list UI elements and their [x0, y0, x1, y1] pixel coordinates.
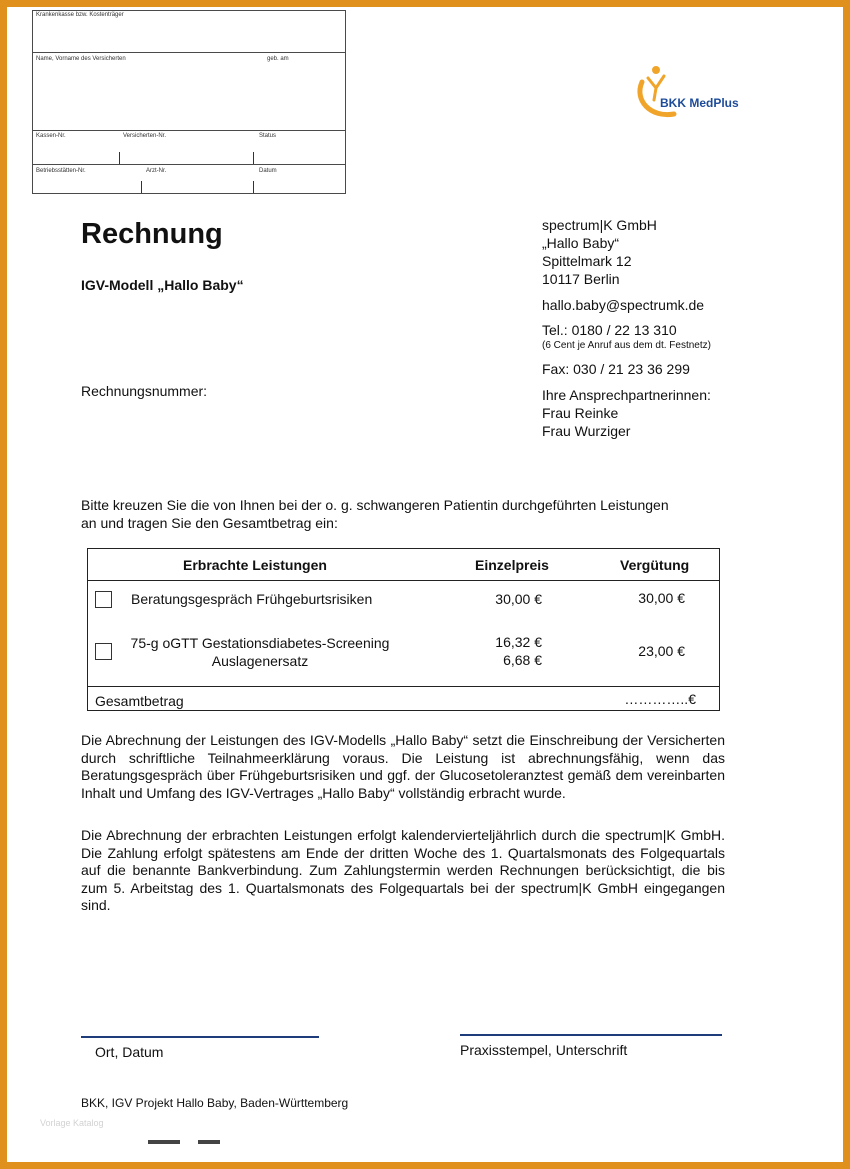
service-price-2: 16,32 €: [495, 634, 542, 650]
address-phone-note: (6 Cent je Anruf aus dem dt. Festnetz): [542, 340, 711, 351]
address-fax: Fax: 030 / 21 23 36 299: [542, 361, 690, 377]
address-phone: Tel.: 0180 / 22 13 310: [542, 322, 677, 338]
intro-text: [81, 496, 726, 532]
address-street: Spittelmark 12: [542, 253, 632, 269]
service-name-2: 75-g oGTT Gestationsdiabetes-Screening: [130, 635, 390, 651]
address-city: 10117 Berlin: [542, 271, 620, 287]
intro-line-1: Bitte kreuzen Sie die von Ihnen bei der o. g. schwangeren Patientin durchgeführten Leistungen: [81, 497, 669, 513]
bkk-person-swirl-icon: [632, 60, 762, 120]
form-row-krankenkasse: [33, 11, 345, 53]
table-header-services: Erbrachte Leistungen: [183, 557, 327, 573]
footer-text: BKK, IGV Projekt Hallo Baby, Baden-Württemberg: [81, 1096, 349, 1110]
watermark: Vorlage Katalog: [40, 1118, 104, 1128]
form-divider-tick: [141, 181, 142, 193]
form-label-datum: Datum: [259, 168, 277, 174]
form-label-name: Name, Vorname des Versicherten: [36, 56, 126, 62]
table-total-divider: [88, 686, 719, 687]
form-row-betrieb: [33, 165, 345, 195]
signature-line-right: [460, 1034, 722, 1036]
table-header-payment: Vergütung: [620, 557, 690, 573]
service-name-1: Beratungsgespräch Frühgeburtsrisiken: [131, 591, 373, 607]
address-project: „Hallo Baby“: [542, 235, 620, 251]
address-company: spectrum|K GmbH: [542, 217, 657, 233]
total-label: Gesamtbetrag: [95, 693, 184, 709]
form-label-arzt-nr: Arzt-Nr.: [146, 168, 167, 174]
page-title: Rechnung: [81, 218, 223, 250]
intro-line-2: an und tragen Sie den Gesamtbetrag ein:: [81, 515, 338, 531]
form-divider-tick: [253, 181, 254, 193]
service-checkbox-1[interactable]: [95, 591, 112, 608]
service-price-2b: 6,68 €: [503, 652, 542, 668]
logo-text: BKK MedPlus: [660, 96, 739, 110]
address-email: hallo.baby@spectrumk.de: [542, 297, 705, 313]
page-subtitle: IGV-Modell „Hallo Baby“: [81, 277, 244, 293]
service-price-1: 30,00 €: [495, 591, 542, 607]
form-divider-tick: [119, 152, 120, 164]
table-header-price: Einzelpreis: [475, 557, 549, 573]
scan-smudge: [148, 1140, 180, 1144]
form-label-versicherten-nr: Versicherten-Nr.: [123, 133, 167, 139]
form-label-krankenkasse: Krankenkasse bzw. Kostenträger: [36, 12, 124, 18]
signature-label-place-date: Ort, Datum: [95, 1044, 164, 1060]
service-payment-2: 23,00 €: [638, 643, 685, 659]
contact-person-2: Frau Wurziger: [542, 423, 631, 439]
signature-line-left: [81, 1036, 319, 1038]
scan-smudge: [198, 1140, 220, 1144]
table-header-divider: [88, 580, 719, 581]
contact-label: Ihre Ansprechpartnerinnen:: [542, 387, 711, 403]
total-value[interactable]: …………..€: [624, 691, 696, 707]
invoice-number-label: Rechnungsnummer:: [81, 383, 208, 399]
form-row-kassen: [33, 131, 345, 165]
form-label-betriebsstaetten: Betriebsstätten-Nr.: [36, 168, 86, 174]
form-label-status: Status: [259, 133, 277, 139]
insurance-form-box: [32, 10, 346, 194]
paragraph-billing-condition: Die Abrechnung der Leistungen des IGV-Modells „Hallo Baby“ setzt die Einschreibung der Versicherten durch schriftliche Teilnahmeerklärung voraus. Die Leistung ist abrechnungsfähig, wenn das Beratungsgespräch über Frühgeburtsrisiken und ggf. der Glucosetoleranztest gemäß dem vereinbarten Inhalt und Umfang des IGV-Vertrages „Hallo Baby“ vollständig erbracht wurde.: [81, 732, 725, 801]
service-name-2b: Auslagenersatz: [211, 653, 309, 669]
contact-person-1: Frau Reinke: [542, 405, 619, 421]
signature-label-stamp: Praxisstempel, Unterschrift: [460, 1042, 628, 1058]
paragraph-payment-terms: Die Abrechnung der erbrachten Leistungen erfolgt kalendervierteljährlich durch die spectrum|K GmbH. Die Zahlung erfolgt spätestens am Ende der dritten Woche des 1. Quartalsmonats des Folgequartals auf die benannte Bankverbindung. Zum Zahlungstermin werden Rechnungen berücksichtigt, die bis zum 5. Arbeitstag des 1. Quartalsmonats des Folgequartals bei der spectrum|K GmbH eingegangen sind.: [81, 827, 725, 913]
services-table: [87, 548, 720, 711]
form-row-name: [33, 53, 345, 131]
form-label-geb: geb. am: [267, 56, 289, 62]
service-checkbox-2[interactable]: [95, 643, 112, 660]
service-payment-1: 30,00 €: [638, 590, 685, 606]
form-label-kassen-nr: Kassen-Nr.: [36, 133, 66, 139]
form-divider-tick: [253, 152, 254, 164]
